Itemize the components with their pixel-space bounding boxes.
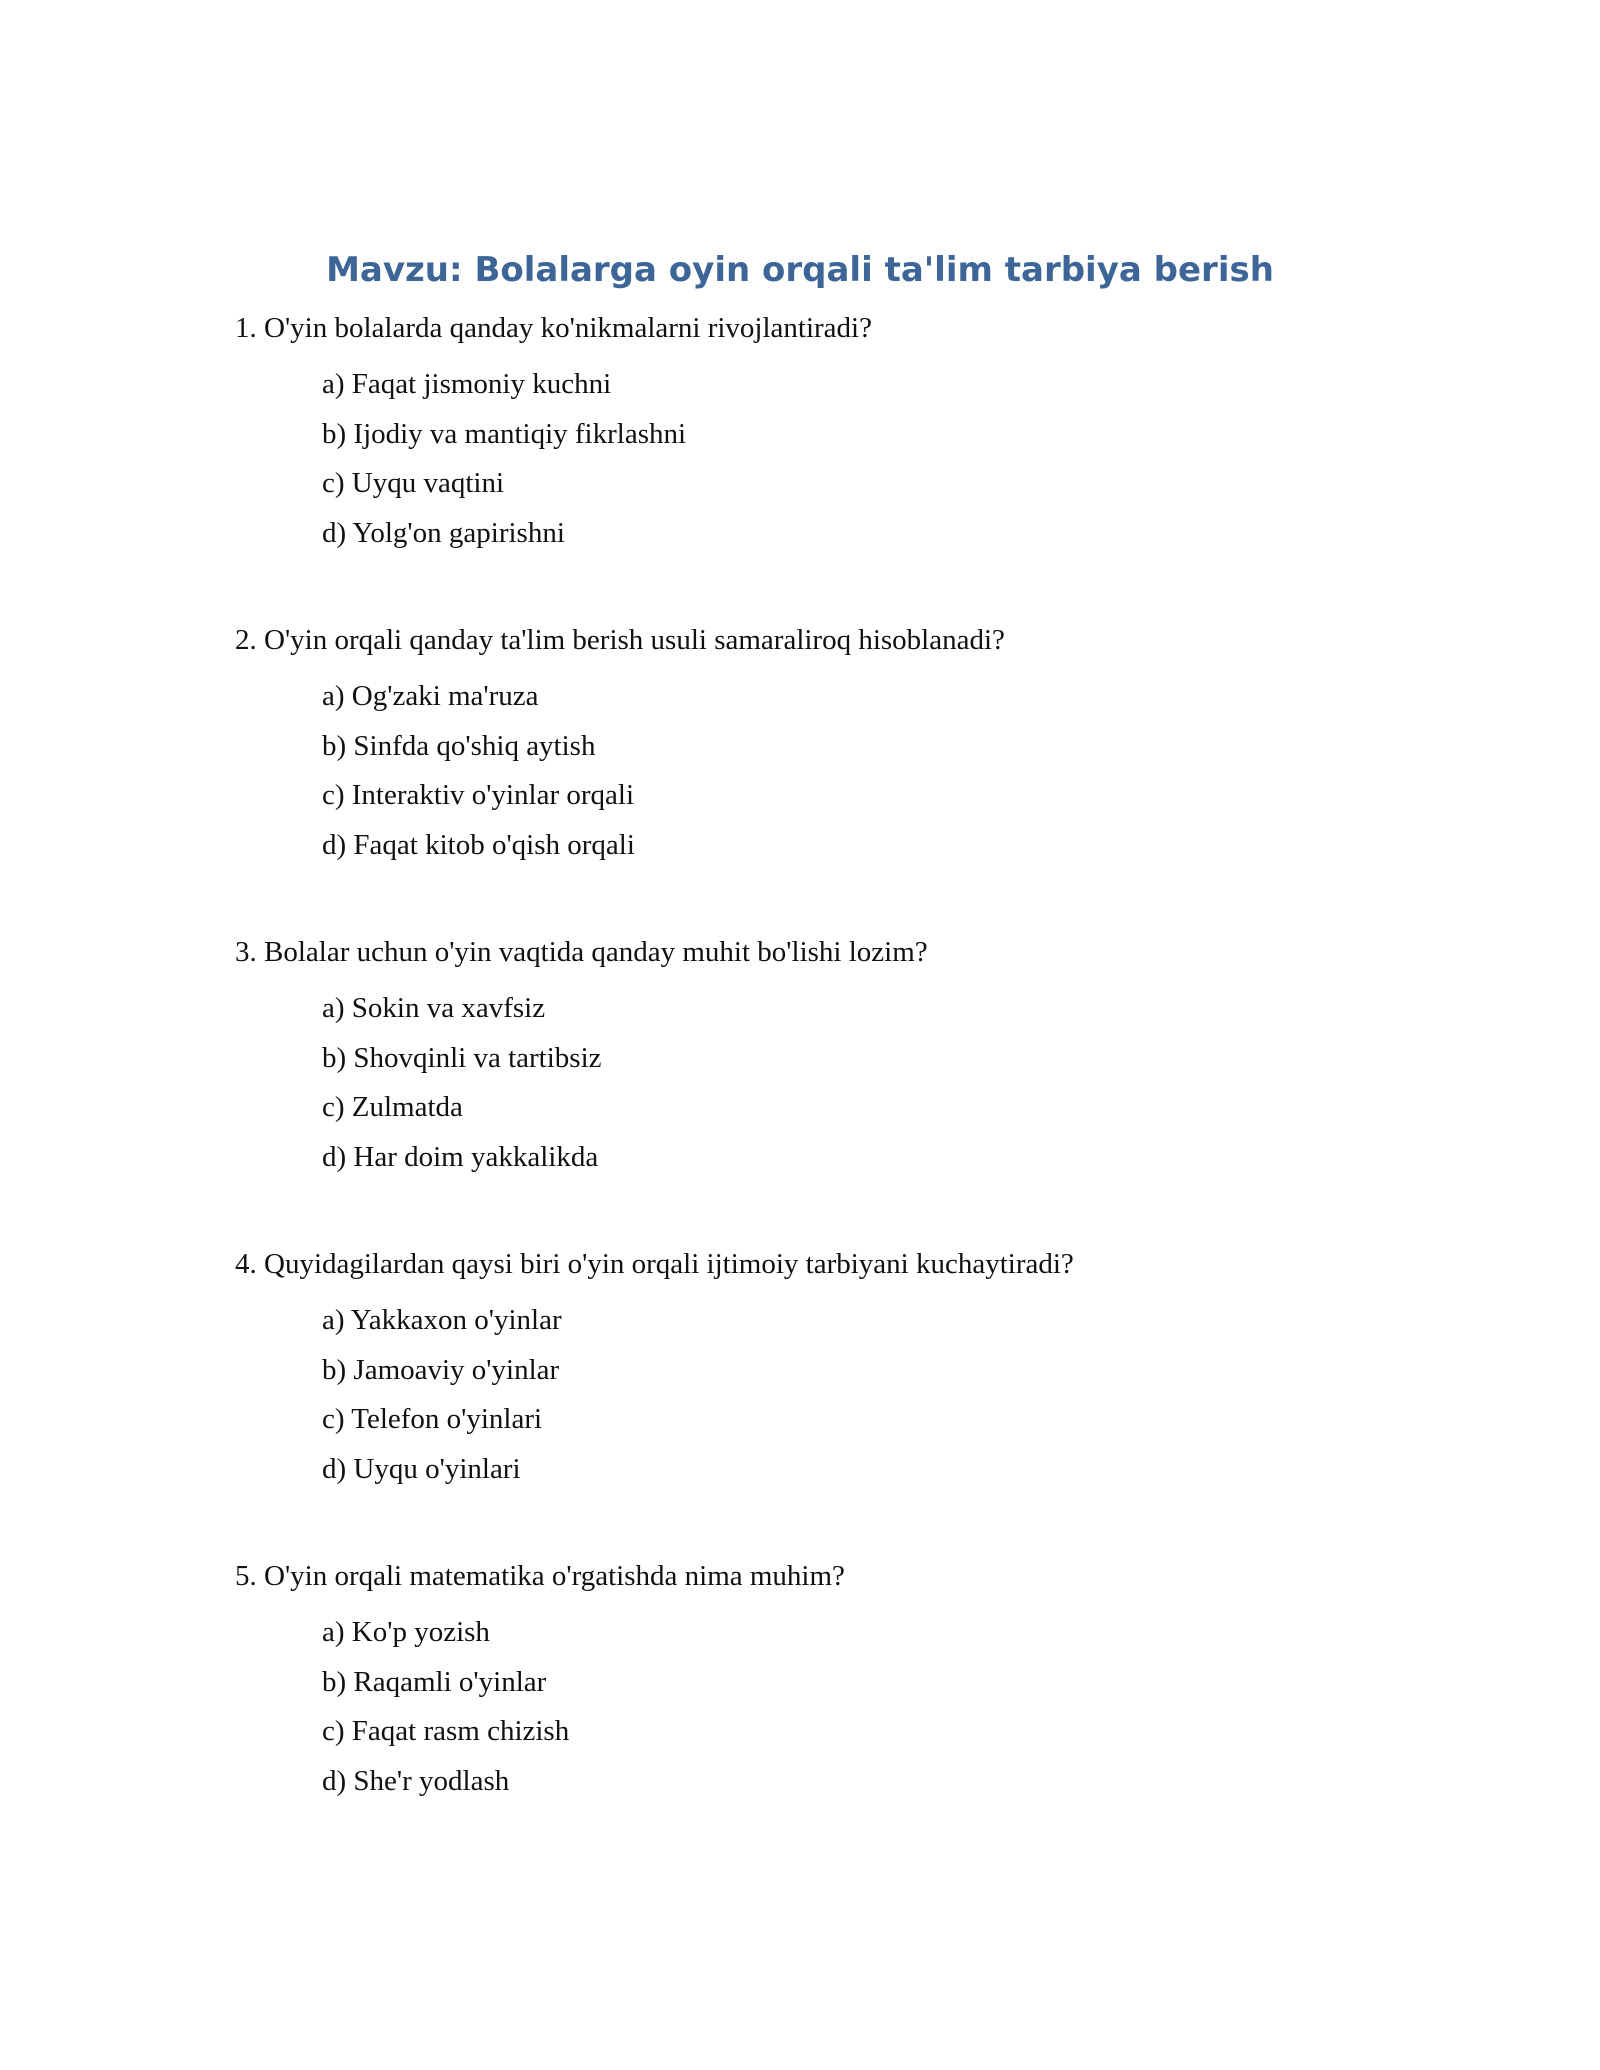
answer-option-b: b) Jamoaviy o'yinlar: [322, 1353, 560, 1386]
answer-options: [235, 672, 1435, 870]
answer-option-a: a) Yakkaxon o'yinlar: [322, 1304, 562, 1336]
answer-option-c: c) Telefon o'yinlari: [322, 1403, 543, 1435]
answer-option-c: c) Faqat rasm chizish: [322, 1715, 570, 1747]
question-list: [235, 310, 1435, 1870]
answer-option-c: c) Interaktiv o'yinlar orqali: [322, 779, 635, 811]
answer-option-b: b) Sinfda qo'shiq aytish: [322, 729, 596, 762]
question-3: [235, 934, 1435, 1182]
question-text: 5. O'yin orqali matematika o'rgatishda nima muhim?: [235, 1560, 845, 1592]
answer-option-d: d) Uyqu o'yinlari: [322, 1452, 521, 1485]
answer-options: [235, 360, 1435, 558]
document-title: Mavzu: Bolalarga oyin orqali ta'lim tarbiya berish: [326, 250, 1274, 290]
answer-option-a: a) Faqat jismoniy kuchni: [322, 368, 612, 400]
answer-option-b: b) Shovqinli va tartibsiz: [322, 1041, 602, 1074]
question-text: 4. Quyidagilardan qaysi biri o'yin orqali ijtimoiy tarbiyani kuchaytiradi?: [235, 1248, 1074, 1280]
answer-option-d: d) Faqat kitob o'qish orqali: [322, 828, 635, 861]
answer-option-d: d) Har doim yakkalikda: [322, 1140, 599, 1173]
answer-option-c: c) Zulmatda: [322, 1091, 463, 1123]
answer-options: [235, 984, 1435, 1182]
question-4: [235, 1246, 1435, 1494]
answer-option-d: d) Yolg'on gapirishni: [322, 516, 565, 549]
answer-option-d: d) She'r yodlash: [322, 1764, 510, 1797]
question-5: [235, 1558, 1435, 1806]
answer-options: [235, 1296, 1435, 1494]
answer-option-a: a) Sokin va xavfsiz: [322, 992, 546, 1024]
answer-option-b: b) Raqamli o'yinlar: [322, 1665, 547, 1698]
answer-option-c: c) Uyqu vaqtini: [322, 467, 505, 499]
answer-options: [235, 1608, 1435, 1806]
answer-option-a: a) Ko'p yozish: [322, 1616, 490, 1648]
question-1: [235, 310, 1435, 558]
answer-option-a: a) Og'zaki ma'ruza: [322, 680, 539, 712]
question-text: 3. Bolalar uchun o'yin vaqtida qanday muhit bo'lishi lozim?: [235, 936, 928, 968]
question-text: 2. O'yin orqali qanday ta'lim berish usuli samaraliroq hisoblanadi?: [235, 624, 1005, 656]
question-2: [235, 622, 1435, 870]
question-text: 1. O'yin bolalarda qanday ko'nikmalarni rivojlantiradi?: [235, 312, 872, 344]
answer-option-b: b) Ijodiy va mantiqiy fikrlashni: [322, 417, 687, 450]
